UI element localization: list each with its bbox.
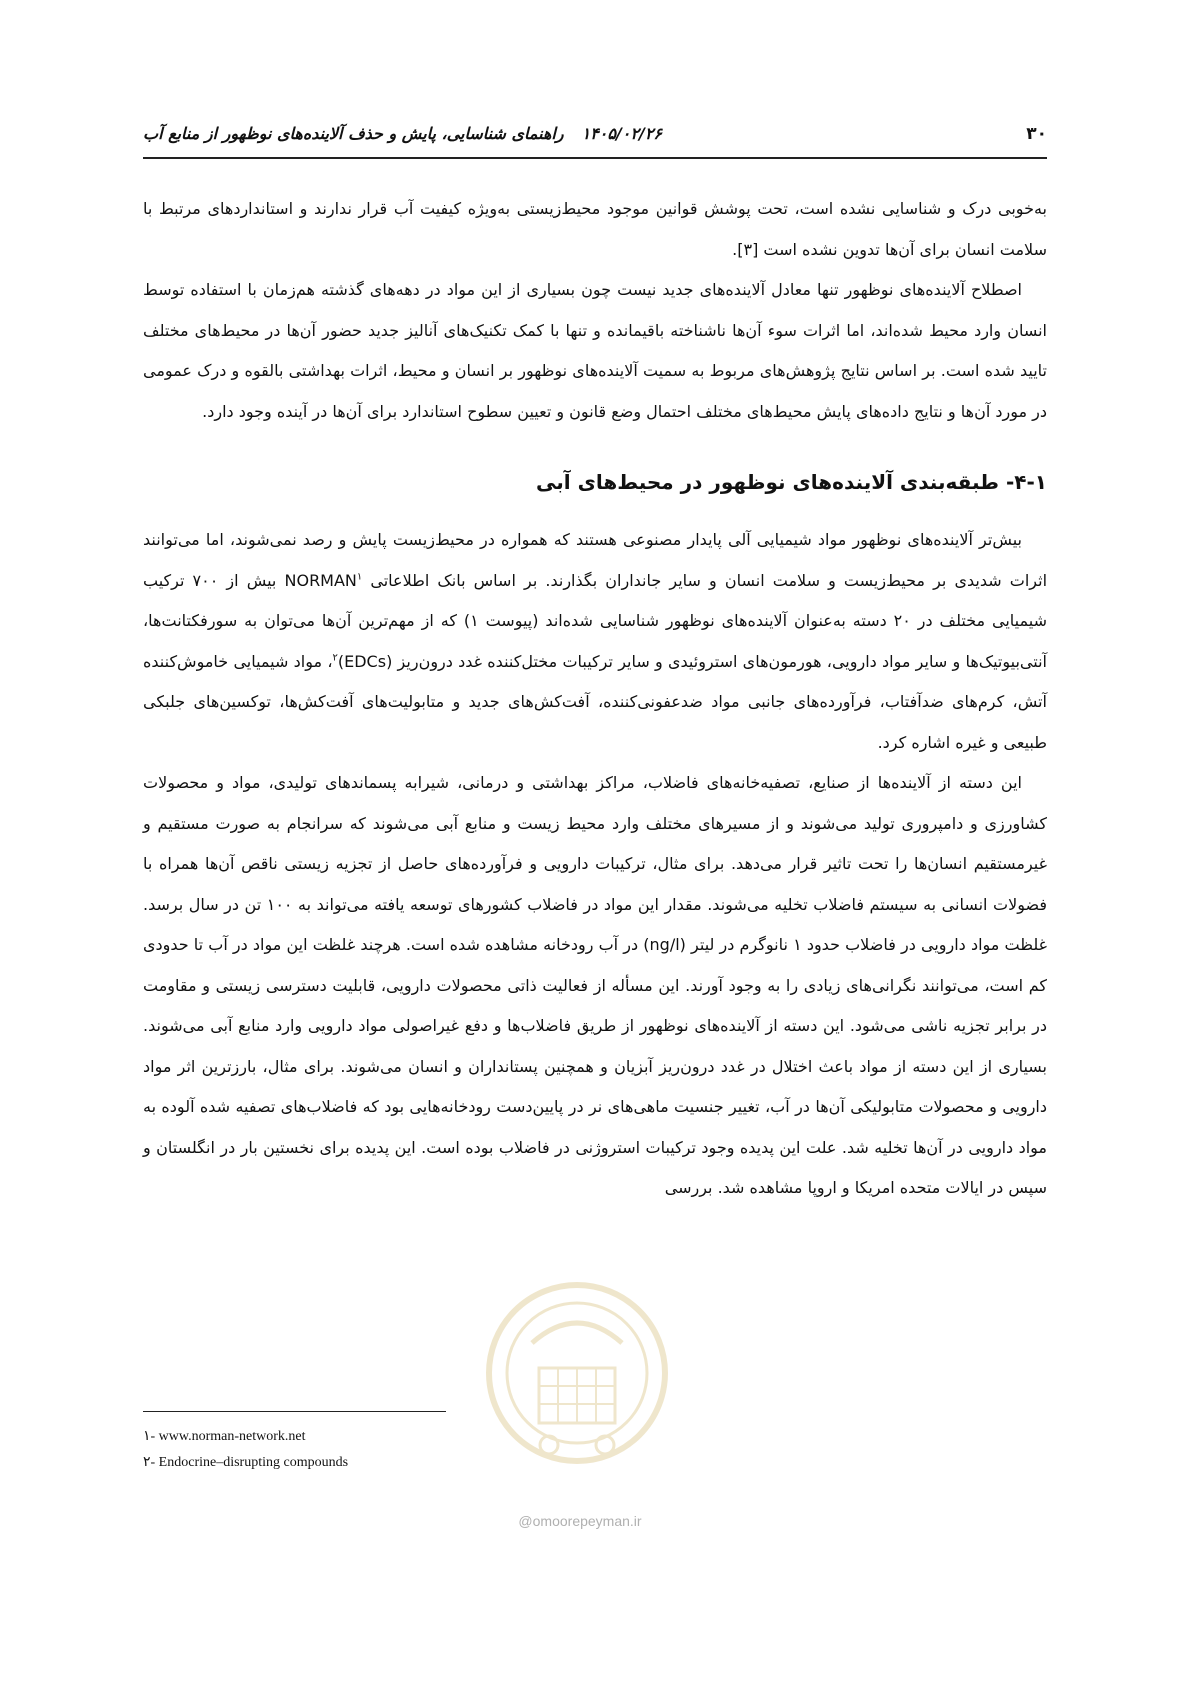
header-date: ۱۴۰۵/۰۲/۲۶: [581, 124, 662, 143]
body-text: [143, 189, 1047, 1209]
paragraph: اصطلاح آلاینده‌های نوظهور تنها معادل آلاینده‌های جدید نیست چون بسیاری از این مواد در دهه‌های گذشته هم‌زمان با استفاده توسط انسان وارد محیط شده‌اند، اما اثرات سوء آن‌ها ناشناخته باقیمانده و تنها با کمک تکنیک‌های آنالیز جدید حضور آن‌ها در محیط‌های مختلف تایید شده است. بر اساس نتایج پژوهش‌های مربوط به سمیت آلاینده‌های نوظهور بر انسان و محیط، اثرات بهداشتی بالقوه و درک عمومی در مورد آن‌ها و نتایج داده‌های پایش محیط‌های مختلف احتمال وضع قانون و تعیین سطوح استاندارد برای آن‌ها در آینده وجود دارد.: [143, 280, 1047, 421]
paragraph: به‌خوبی درک و شناسایی نشده است، تحت پوشش قوانین موجود محیط‌زیستی به‌ویژه کیفیت آب قرار ندارند و استانداردهای مرتبط با سلامت انسان برای آن‌ها تدوین نشده است [۳].: [143, 199, 1047, 259]
footnote: ۱- www.norman-network.net: [143, 1429, 306, 1444]
watermark-logo-icon: [477, 1273, 677, 1513]
running-title: [143, 124, 662, 143]
header-divider: [143, 157, 1047, 159]
footnote-divider: [143, 1411, 446, 1412]
page-number: ۳۰: [1026, 124, 1047, 144]
watermark-text: @omoorepeyman.ir: [518, 1513, 642, 1529]
footnote-marker: ۲: [332, 652, 338, 664]
page-header: [143, 124, 1047, 154]
paragraph: این دسته از آلاینده‌ها از صنایع، تصفیه‌خانه‌های فاضلاب، مراکز بهداشتی و درمانی، شیرابه پسماندهای تولیدی، مواد و محصولات کشاورزی و دامپروری تولید می‌شوند و از مسیرهای مختلف وارد محیط زیست و منابع آبی می‌شوند که سرانجام به صورت مستقیم و غیرمستقیم انسان‌ها را تحت تاثیر قرار می‌دهد. برای مثال، ترکیبات دارویی و فرآورده‌های حاصل از تجزیه زیستی ناقص آن‌ها همراه با فضولات انسانی به سیستم فاضلاب تخلیه می‌شوند. مقدار این مواد در فاضلاب کشورهای توسعه یافته می‌تواند به ۱۰۰ تن در سال برسد. غلظت مواد دارویی در فاضلاب حدود ۱ نانوگرم در لیتر (ng/l) در آب رودخانه مشاهده شده است. هرچند غلظت این مواد در آب تا حدودی کم است، می‌توانند نگرانی‌های زیادی را به وجود آورند. این مسأله از فعالیت ذاتی محصولات دارویی، قابلیت دسترسی زیستی و مقاومت در برابر تجزیه ناشی می‌شود. این دسته از آلاینده‌های نوظهور از طریق فاضلاب‌ها و دفع غیراصولی مواد دارویی وارد منابع آبی می‌شوند. بسیاری از این دسته از مواد باعث اختلال در غدد درون‌ریز آبزیان و همچنین پستانداران و انسان می‌شوند. برای مثال، بارزترین اثر مواد دارویی و محصولات متابولیکی آن‌ها در آب، تغییر جنسیت ماهی‌های نر در پایین‌دست رودخانه‌هایی بود که فاضلاب‌های تصفیه شده آلوده به مواد دارویی در آن‌ها تخلیه شد. علت این پدیده وجود ترکیبات استروژنی در فاضلاب بوده است. این پدیده برای نخستین بار در انگلستان و سپس در ایالات متحده امریکا و اروپا مشاهده شد. بررسی: [143, 773, 1048, 1197]
footnote-marker: ۱: [356, 571, 363, 583]
section-heading: ۴-۱- طبقه‌بندی آلاینده‌های نوظهور در محیط‌های آبی: [536, 470, 1047, 494]
header-title: راهنمای شناسایی، پایش و حذف آلاینده‌های نوظهور از منابع آب: [143, 124, 564, 143]
paragraph: [143, 520, 1047, 763]
footnote: ۲- Endocrine–disrupting compounds: [143, 1455, 349, 1470]
paragraph-text: بیش از ۷۰۰ ترکیب شیمیایی مختلف در ۲۰ دسته به‌عنوان آلاینده‌های نوظهور شناسایی شده‌اند (پیوست ۱) که از مهم‌ترین آن‌ها می‌توان به سورفکتانت‌ها، آنتی‌بیوتیک‌ها و سایر مواد دارویی، هورمون‌های استروئیدی و سایر ترکیبات مختل‌کننده غدد درون‌ریز (EDCs): [143, 570, 1047, 671]
paragraph-text: ، مواد شیمیایی خاموش‌کننده آتش، کرم‌های ضدآفتاب، فرآورده‌های جانبی مواد ضدعفونی‌کننده، آفت‌کش‌های جدید و متابولیت‌های آفت‌کش‌ها، توکسین‌های جلبکی طبیعی و غیره اشاره کرد.: [143, 651, 1047, 752]
paragraph-text: بیش‌تر آلاینده‌های نوظهور مواد شیمیایی آلی پایدار مصنوعی هستند که همواره در محیط‌زیست پایش و رصد نمی‌شوند، اما می‌توانند اثرات شدیدی بر محیط‌زیست و سلامت انسان و سایر جانداران بگذارند. بر اساس بانک اطلاعاتی NORMAN: [143, 530, 1048, 590]
footnotes: [143, 1426, 348, 1478]
